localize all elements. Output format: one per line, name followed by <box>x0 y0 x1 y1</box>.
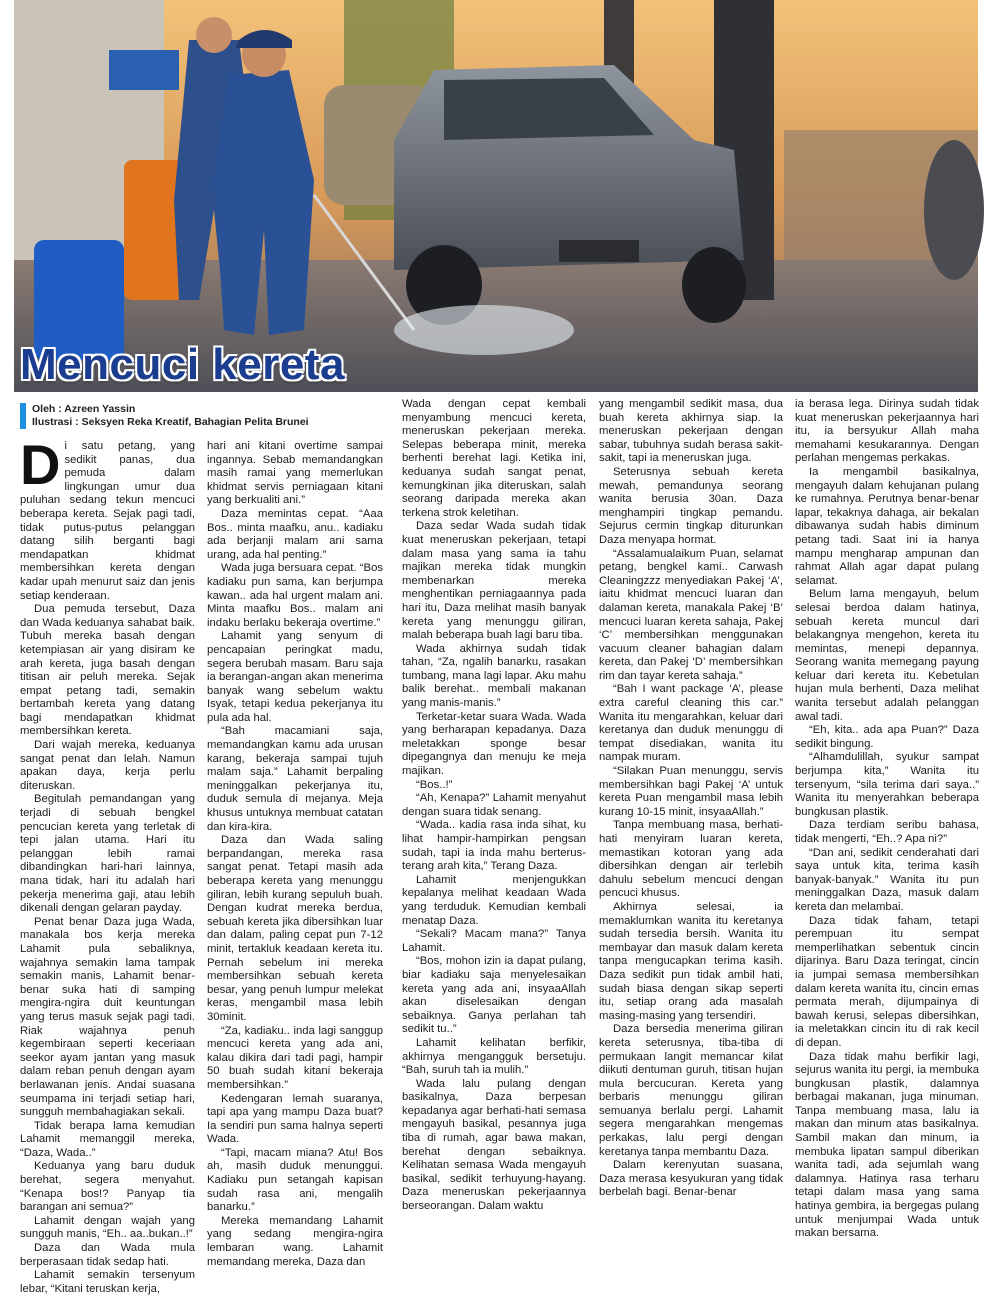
paragraph: Daza memintas cepat. “Aaa Bos.. minta maafku, anu.. kadiaku ada berjanji malam ani sama urang, ada hal penting.” <box>207 507 383 561</box>
paragraph: Keduanya yang baru duduk berehat, segera menyahut. “Kenapa bos!? Panyap tia barangan ani semua?” <box>20 1160 195 1214</box>
paragraph: “Bos, mohon izin ia dapat pulang, biar kadiaku saja menyelesaikan kereta yang ada ani, insyaaAllah akan diselesaikan dengan sebaiknya. Ganya perlahan tah sedikit tu..” <box>402 955 586 1036</box>
paragraph: Wada lalu pulang dengan basikalnya, Daza berpesan kepadanya agar berhati-hati semasa mengayuh basikal, pesannya juga tiba di rumah, agar bawa makan, berehat dengan sebaiknya. Kelihatan semasa Wada mengayuh basikal, sedikit terhuyung-hayang. Daza meneruskan pekerjaannya berseorangan. Dalam waktu <box>402 1077 586 1213</box>
text-column-4 <box>599 398 783 1280</box>
drop-cap: D <box>20 433 61 496</box>
paragraph: ia berasa lega. Dirinya sudah tidak kuat meneruskan pekerjaannya hari itu, ia bersyukur Allah maha memahami kesukarannya. Dengan perlahan mengemas perkakas. <box>795 398 979 465</box>
text-column-5 <box>795 398 979 1280</box>
paragraph: “Assalamualaikum Puan, selamat petang, bengkel kami.. Carwash Cleaningzzz menyediakan Pakej ‘A’, iaitu khidmat mencuci luaran dan dalaman kereta, manakala Pakej ‘B’ mencuci luaran kereta sahaja, Pakej ‘C’ membersihkan menggunakan vacuum cleaner bahagian dalam kereta, dan Pakej ‘D’ membersihkan rim dan tayar kereta sahaja.” <box>599 547 783 682</box>
paragraph: Daza dan Wada mula berperasaan tidak sedap hati. <box>20 1242 195 1268</box>
paragraph: “Tapi, macam miana? Atu! Bos ah, masih duduk menunggui. Kadiaku pun setangah kapisan sudah rasa ani, mengalih banarku.” <box>207 1146 383 1214</box>
paragraph: Dari wajah mereka, keduanya sangat penat dan lelah. Namun apakan daya, kerja perlu diteruskan. <box>20 739 195 792</box>
paragraph: Dalam kerenyutan suasana, Daza merasa kesyukuran yang tidak berbelah bagi. Benar-benar <box>599 1159 783 1199</box>
paragraph: Tidak berapa lama kemudian Lahamit memanggil mereka, “Daza, Wada..” <box>20 1119 195 1159</box>
paragraph: Penat benar Daza juga Wada, manakala bos kerja mereka Lahamit pula sebaliknya, wajahnya semakin lama tampak semakin manis, Lahamit benar-benar suka hati di samping mengira-ngira duit keuntungan yang terus masuk sejak pagi tadi. Riak wajahnya penuh kegembiraan seperti keceriaan seekor ayam jantan yang masuk dalam reban penuh dengan ayam berlawanan jenis. Andai suasana seumpama ini terjadi setiap hari, sungguh membahagiakan sekali. <box>20 915 195 1119</box>
paragraph: Mereka memandang Lahamit yang sedang mengira-ngira lembaran wang. Lahamit memandang mereka, Daza dan <box>207 1214 383 1268</box>
paragraph: Tanpa membuang masa, berhati-hati menyiram luaran kereta, memastikan kotoran yang ada dibersihkan dengan air terlebih dahulu sebelum mencuci dengan pencuci khusus. <box>599 819 783 900</box>
paragraph: “Wada.. kadia rasa inda sihat, ku lihat hampir-hampirkan pengsan sudah, tapi ia inda mahu berterus-terang arah kita,” Terang Daza. <box>402 819 586 873</box>
water-splash <box>394 305 574 355</box>
author-credit: Oleh : Azreen Yassin <box>32 403 136 415</box>
paragraph: Lahamit yang senyum di pencapaian peringkat madu, segera berubah masam. Baru saja ia berangan-angan akan menerima banyak wang sebelum waktu Isyak, tetapi kedua pekerjanya itu pula ada hal. <box>207 630 383 724</box>
paragraph: “Dan ani, sedikit cenderahati dari saya untuk kita, terima kasih banyak-banyak.” Wanita itu pun meninggalkan Daza, masuk dalam kereta dan melambai. <box>795 846 979 913</box>
illustrator-credit: Ilustrasi : Seksyen Reka Kreatif, Bahagian Pelita Brunei <box>32 416 309 428</box>
paragraph: yang mengambil sedikit masa, dua buah kereta akhirnya siap. Ia meneruskan pekerjaan dengan sabar, tubuhnya sudah berasa sakit-sakit, tapi ia meneruskan juga. <box>599 398 783 465</box>
paragraph: Wada juga bersuara cepat. “Bos kadiaku pun sama, kan berjumpa kawan.. ada hal urgent malam ani. Minta maafku Bos.. malam ani indaku berlaku bekeraja overtime.” <box>207 562 383 629</box>
orange-barrel <box>124 160 184 300</box>
wall-panel <box>109 50 179 90</box>
text-column-3 <box>402 398 586 1280</box>
paragraph: “Eh, kita.. ada apa Puan?” Daza sedikit bingung. <box>795 724 979 750</box>
paragraph: hari ani kitani overtime sampai ingannya. Sebab memandangkan masih ramai yang memerlukan khidmat servis perniagaan kitani yang berkualiti ani.” <box>207 440 383 507</box>
paragraph: “Sekali? Macam mana?” Tanya Lahamit. <box>402 928 586 954</box>
text-column-2 <box>207 440 383 1280</box>
paragraph: Wada dengan cepat kembali menyambung mencuci kereta, meneruskan pekerjaan mereka. Selepas beberapa minit, mereka berhenti berehat lagi. Ketika ini, keduanya sudah sangat penat, kemungkinan jika diteruskan, salah seorang daripada mereka akan terkena strok keletihan. <box>402 398 586 519</box>
car-plate <box>559 240 639 262</box>
paragraph: Dua pemuda tersebut, Daza dan Wada keduanya sahabat baik. Tubuh mereka basah dengan ketempiasan air yang disiram ke arah kereta, juga basah dengan titisan air peluh mereka. Sejak empat petang tadi, semakin bertambah kereta yang datang bagi mendapatkan khidmat membersihkan kereta. <box>20 603 195 738</box>
paragraph: “Bah I want package ‘A’, please extra careful cleaning this car.” Wanita itu mengarahkan, keluar dari keretanya dan duduk menunggu di tempat disediakan, wanita itu nampak muram. <box>599 683 783 764</box>
paragraph: Seterusnya sebuah kereta mewah, pemandunya seorang wanita berusia 30an. Daza menghampiri tingkap pemandu. Sejurus cermin tingkap diturunkan Daza menyapa hormat. <box>599 465 783 546</box>
paragraph: Daza dan Wada saling berpandangan, mereka rasa sangat penat. Tetapi masih ada beberapa kereta yang menunggu giliran, lebih kurang sepuluh buah. Dengan kudrat mereka berdua, sebuah kereta jika dibersihkan luar dan dalam, paling cepat pun 7-12 minit, tertakluk keadaan kereta itu. Pernah sebelum ini mereka membersihkan sebuah kereta besar, yang penuh lumpur melekat keras, mengambil masa lebih 30minit. <box>207 834 383 1023</box>
paragraph: Lahamit semakin tersenyum lebar, “Kitani teruskan kerja, <box>20 1269 195 1295</box>
paragraph: “Alhamdulillah, syukur sampat berjumpa kita,” Wanita itu tersenyum, “sila terima dari saya..” Wanita itu menyerahkan beberapa bungkusan plastik. <box>795 751 979 818</box>
paragraph: Kedengaran lemah suaranya, tapi apa yang mampu Daza buat? Ia sendiri pun sama halnya seperti Wada. <box>207 1092 383 1146</box>
paragraph: Daza sedar Wada sudah tidak kuat meneruskan pekerjaan, tetapi dalam masa yang sama ia tahu majikan mereka tidak mungkin membenarkan mereka menghentikan perniagaannya pada hari itu, Daza melihat masih banyak kereta yang menunggu giliran, malah beberapa buah lagi baru tiba. <box>402 520 586 642</box>
car-wash-illustration <box>14 0 978 392</box>
paragraph: “Bah macamiani saja, memandangkan kamu ada urusan karang, bekeraja sampai tujuh malam saja.” Lahamit berpaling meninggalkan pekerjanya itu, duduk semula di mejanya. Meja khusus untuknya membuat catatan dan kira-kira. <box>207 725 383 833</box>
article-credits <box>20 403 402 429</box>
paragraph: Lahamit menjengukkan kepalanya melihat keadaan Wada yang terduduk. Kemudian kembali menatap Daza. <box>402 873 586 927</box>
paragraph: “Silakan Puan menunggu, servis membersihkan bagi Pakej ‘A’ untuk kereta Puan mengambil masa lebih kurang 10-15 minit, insyaaAllah.” <box>599 765 783 818</box>
text-column-1 <box>20 433 195 1295</box>
worker-back-head <box>196 17 232 53</box>
paragraph: Daza bersedia menerima giliran kereta seterusnya, tiba-tiba di permukaan langit memancar kilat diikuti dentuman guruh, titisan hujan mula bercucuran. Kereta yang berbaris menunggu giliran semuanya berlalu pergi. Lahamit segera mengarahkan mengemas perkakas, lalu pergi dengan keretanya tanpa membantu Daza. <box>599 1023 783 1158</box>
car-wheel-rear <box>682 247 746 323</box>
paragraph: “Za, kadiaku.. inda lagi sanggup mencuci kereta yang ada ani, kalau dikira dari tadi pagi, hampir 50 buah sudah kitani bekeraja membersihkan.” <box>207 1024 383 1091</box>
paragraph: Belum lama mengayuh, belum selesai berdoa dalam hatinya, sebuah kereta muncul dari belakangnya mengehon, kereta itu memintas, menepi depannya. Seorang wanita memegang payung keluar dari kereta itu. Kebetulan hujan mula berhenti, Daza melihat wanita tersebut adalah pelanggan awal tadi. <box>795 588 979 723</box>
paragraph: Lahamit dengan wajah yang sungguh manis, “Eh.. aa..bukan..!” <box>20 1214 195 1241</box>
paragraph: Begitulah pemandangan yang terjadi di sebuah bengkel pencucian kereta yang terletak di tepi jalan utama. Hari itu pelanggan lebih ramai dibandingkan hari-hari lainnya, mana tidak, hari itu adalah hari pekerja menerima gaji, atau lebih dikenali dengan gelaran payday. <box>20 793 195 915</box>
paragraph: i satu petang, yang sedikit panas, dua pemuda dalam lingkungan umur dua puluhan sedang tekun mencuci beberapa kereta. Sejak pagi tadi, tidak putus-putus pelanggan datang silih berganti bagi mendapatkan khidmat membersihkan kereta dengan kadar upah menurut saiz dan jenis setiap kenderaan. <box>20 440 195 602</box>
paragraph: “Bos..!” <box>416 778 453 791</box>
article-illustration <box>14 0 978 392</box>
paragraph: Daza terdiam seribu bahasa, tidak mengerti, “Eh..? Apa ni?” <box>795 819 979 845</box>
paragraph: Ia mengambil basikalnya, mengayuh dalam kehujanan pulang ke rumahnya. Perutnya benar-benar lapar, tekaknya dahaga, air bekalan dibawanya sudah habis diminum petang tadi. Saat ini ia hanya mampu mengharap ampunan dan rahmat Allah agar dapat pulang selamat. <box>795 465 979 587</box>
paragraph: Akhirnya selesai, ia memaklumkan wanita itu keretanya sudah tersedia bersih. Wanita itu membayar dan masuk dalam kereta tanpa mengucapkan terima kasih. Daza sedikit pun tidak ambil hati, sudah biasa dengan sikap seperti itu, setiap orang ada masalah masing-masing yang tersendiri. <box>599 900 783 1022</box>
paragraph: Lahamit kelihatan berfikir, akhirnya mengangguk bersetuju. “Bah, suruh tah ia mulih.” <box>402 1036 586 1077</box>
article-title: Mencuci kereta <box>20 340 345 389</box>
paragraph: Daza tidak mahu berfikir lagi, sejurus wanita itu pergi, ia membuka bungkusan plastik, dalamnya berbagai makanan, juga minuman. Tanpa membuang masa, lalu ia makan dan minum atas basikalnya. Sambil makan dan minum, ia membuka lipatan sampul diberikan wanita tadi, ada sejumlah wang dalamnya. Hatinya rasa terharu tetapi dalam masa yang sama hatinya gembira, ia bergegas pulang untuk menjumpai Wada untuk makan bersama. <box>795 1050 979 1240</box>
paragraph: Terketar-ketar suara Wada. Wada yang berharapan kepadanya. Daza meletakkan sponge besar dipegangnya dan menuju ke meja majikan. <box>402 710 586 778</box>
paragraph: “Ah, Kenapa?” Lahamit menyahut dengan suara tidak senang. <box>402 792 586 818</box>
paragraph: Wada akhirnya sudah tidak tahan, “Za, ngalih banarku, rasakan tumbang, mana lagi lapar. Aku mahu balik berehat.. membali makanan yang manis-manis.” <box>402 642 586 710</box>
paragraph: Daza tidak faham, tetapi perempuan itu sempat memperlihatkan sebentuk cincin dijarinya. Baru Daza teringat, cincin ia jumpai semasa membersihkan dalam kereta wanita itu, cincin emas permata merah, dijumpainya di bawah kerusi, selepas dibersihkan, ia meletakkan cincin itu di rak kecil di depan. <box>795 914 979 1049</box>
side-car <box>924 140 984 280</box>
